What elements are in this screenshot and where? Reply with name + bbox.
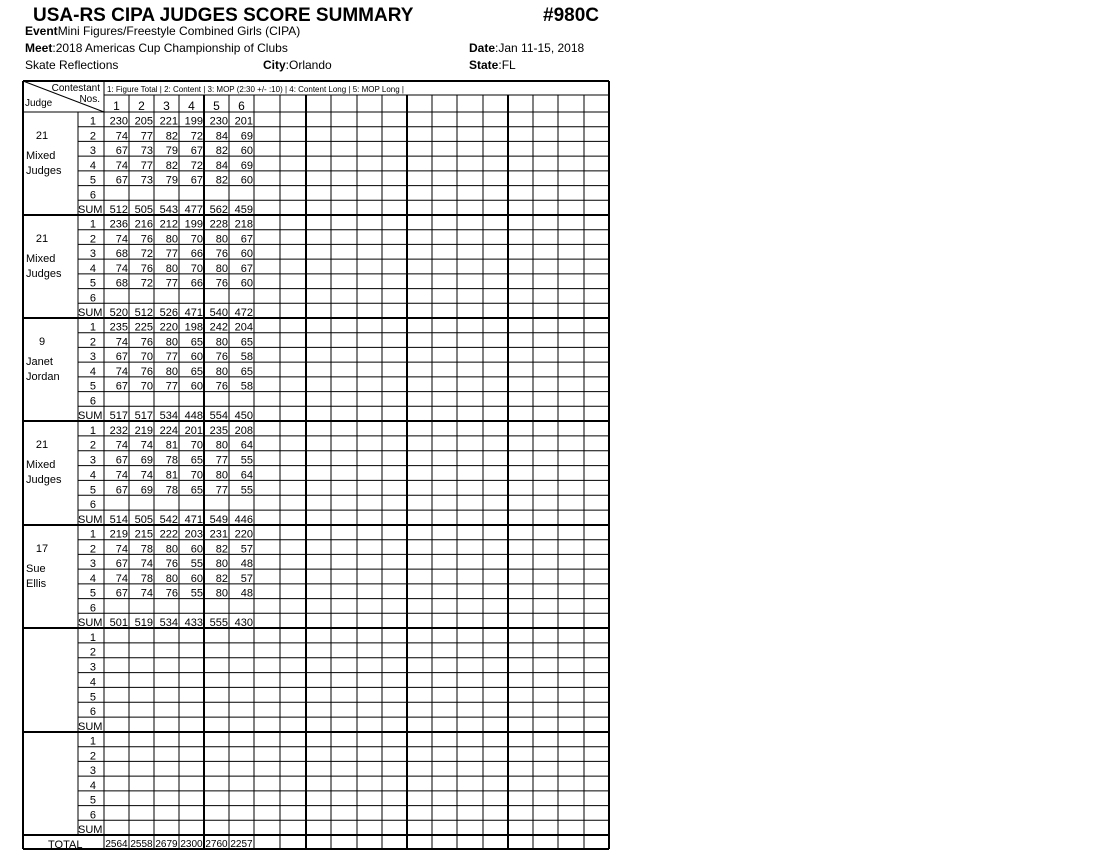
- total-cell: 2679: [155, 839, 178, 850]
- score-cell: 540: [209, 307, 228, 319]
- score-cell: 70: [190, 439, 203, 452]
- score-cell: 82: [215, 174, 228, 187]
- score-cell: 74: [115, 439, 128, 452]
- score-cell: 224: [159, 424, 178, 437]
- score-cell: 68: [115, 277, 128, 290]
- state-label: State: [469, 58, 499, 72]
- total-cell: 2558: [130, 839, 153, 850]
- score-cell: 78: [140, 572, 153, 585]
- row-label-5: 5: [89, 794, 96, 807]
- score-cell: 562: [209, 204, 228, 216]
- row-label-5: 5: [89, 174, 96, 187]
- score-cell: 77: [165, 380, 178, 393]
- score-cell: 64: [240, 439, 253, 452]
- score-cell: 219: [109, 528, 128, 541]
- score-cell: 79: [165, 145, 178, 158]
- score-cell: 82: [165, 130, 178, 143]
- score-cell: 70: [190, 262, 203, 275]
- row-label-4: 4: [89, 779, 96, 792]
- row-label-6: 6: [89, 395, 96, 408]
- nos-label: Nos.: [79, 94, 100, 105]
- score-cell: 72: [190, 130, 203, 143]
- row-label-1: 1: [89, 631, 96, 644]
- score-cell: 60: [190, 351, 203, 364]
- score-cell: 67: [240, 233, 253, 246]
- row-label-2: 2: [89, 543, 96, 556]
- score-cell: 199: [184, 115, 203, 128]
- score-cell: 80: [215, 365, 228, 378]
- judge-name-line1: Sue: [26, 563, 46, 575]
- score-cell: 554: [209, 410, 228, 422]
- score-cell: 84: [215, 159, 228, 172]
- row-label-SUM: SUM: [78, 307, 103, 319]
- score-cell: 203: [184, 528, 203, 541]
- score-cell: 477: [184, 204, 203, 216]
- score-cell: 205: [134, 115, 153, 128]
- score-cell: 519: [134, 617, 153, 629]
- score-cell: 512: [109, 204, 128, 216]
- row-label-3: 3: [89, 248, 96, 261]
- score-cell: 67: [115, 454, 128, 467]
- score-cell: 55: [190, 558, 203, 571]
- score-cell: 60: [190, 380, 203, 393]
- judge-number: 21: [35, 233, 49, 245]
- score-cell: 77: [140, 159, 153, 172]
- score-cell: 542: [159, 514, 178, 526]
- club-name: Skate Reflections: [25, 58, 119, 72]
- row-label-1: 1: [89, 735, 96, 748]
- column-number-5: 5: [213, 99, 220, 113]
- row-label-6: 6: [89, 499, 96, 512]
- date-value: Jan 11-15, 2018: [498, 41, 585, 55]
- score-cell: 67: [115, 484, 128, 497]
- score-cell: 526: [159, 307, 178, 319]
- row-label-3: 3: [89, 145, 96, 158]
- score-cell: 80: [215, 262, 228, 275]
- row-label-3: 3: [89, 765, 96, 778]
- total-cell: 2257: [230, 839, 253, 850]
- score-cell: 450: [234, 410, 253, 422]
- score-cell: 433: [184, 617, 203, 629]
- score-cell: 70: [190, 469, 203, 482]
- row-label-4: 4: [89, 159, 96, 172]
- score-cell: 512: [134, 307, 153, 319]
- score-cell: 60: [190, 572, 203, 585]
- score-cell: 82: [215, 572, 228, 585]
- score-cell: 55: [240, 484, 253, 497]
- total-cell: 2760: [205, 839, 228, 850]
- score-cell: 74: [115, 233, 128, 246]
- row-label-6: 6: [89, 706, 96, 719]
- score-cell: 73: [140, 174, 153, 187]
- score-cell: 231: [209, 528, 228, 541]
- row-label-4: 4: [89, 365, 96, 378]
- score-cell: 555: [209, 617, 228, 629]
- score-cell: 60: [240, 145, 253, 158]
- judge-name-line1: Mixed: [26, 253, 56, 265]
- score-cell: 230: [209, 115, 228, 128]
- score-cell: 78: [165, 484, 178, 497]
- row-label-2: 2: [89, 233, 96, 246]
- score-cell: 60: [190, 543, 203, 556]
- score-cell: 65: [190, 484, 203, 497]
- score-cell: 67: [115, 558, 128, 571]
- score-cell: 505: [134, 514, 153, 526]
- row-label-SUM: SUM: [78, 204, 103, 216]
- row-label-SUM: SUM: [78, 410, 103, 422]
- score-cell: 76: [215, 277, 228, 290]
- row-label-1: 1: [89, 115, 96, 128]
- date-label: Date: [469, 41, 496, 55]
- row-label-1: 1: [89, 424, 96, 437]
- score-cell: 235: [109, 321, 128, 334]
- event-value: Mini Figures/Freestyle Combined Girls (CIPA): [57, 24, 301, 38]
- score-cell: 219: [134, 424, 153, 437]
- score-cell: 57: [240, 572, 253, 585]
- score-cell: 222: [159, 528, 178, 541]
- score-cell: 74: [115, 262, 128, 275]
- row-label-4: 4: [89, 676, 96, 689]
- judge-name-line2: Judges: [26, 474, 62, 486]
- score-cell: 76: [140, 365, 153, 378]
- score-cell: 80: [215, 233, 228, 246]
- meet-line: Meet:2018 Americas Cup Championship of Clubs: [25, 41, 288, 55]
- score-cell: 74: [115, 572, 128, 585]
- score-cell: 74: [140, 469, 153, 482]
- score-cell: 80: [165, 543, 178, 556]
- judge-number: 21: [35, 130, 49, 142]
- score-cell: 60: [240, 174, 253, 187]
- row-label-5: 5: [89, 691, 96, 704]
- judge-label: Judge: [25, 98, 53, 109]
- score-cell: 79: [165, 174, 178, 187]
- score-cell: 58: [240, 351, 253, 364]
- score-cell: 64: [240, 469, 253, 482]
- score-cell: 80: [215, 469, 228, 482]
- row-label-4: 4: [89, 572, 96, 585]
- score-cell: 78: [165, 454, 178, 467]
- state-value: FL: [501, 58, 516, 72]
- row-label-2: 2: [89, 130, 96, 143]
- score-cell: 65: [240, 336, 253, 349]
- score-cell: 74: [140, 439, 153, 452]
- city-line: City:Orlando: [263, 58, 332, 72]
- score-cell: 549: [209, 514, 228, 526]
- score-cell: 81: [165, 469, 178, 482]
- score-cell: 67: [115, 380, 128, 393]
- row-label-2: 2: [89, 336, 96, 349]
- score-cell: 199: [184, 218, 203, 231]
- score-cell: 534: [159, 410, 178, 422]
- row-label-SUM: SUM: [78, 617, 103, 629]
- row-label-6: 6: [89, 809, 96, 822]
- score-cell: 501: [109, 617, 128, 629]
- score-cell: 66: [190, 277, 203, 290]
- score-cell: 67: [240, 262, 253, 275]
- score-cell: 80: [215, 558, 228, 571]
- total-label: TOTAL: [48, 839, 83, 850]
- score-cell: 57: [240, 543, 253, 556]
- judge-number: 21: [35, 439, 49, 451]
- column-number-6: 6: [238, 99, 245, 113]
- score-cell: 81: [165, 439, 178, 452]
- score-cell: 459: [234, 204, 253, 216]
- score-cell: 76: [140, 262, 153, 275]
- row-label-4: 4: [89, 469, 96, 482]
- score-cell: 221: [159, 115, 178, 128]
- score-cell: 73: [140, 145, 153, 158]
- row-label-1: 1: [89, 218, 96, 231]
- score-cell: 72: [190, 159, 203, 172]
- score-cell: 76: [140, 233, 153, 246]
- score-cell: 72: [140, 248, 153, 261]
- score-cell: 80: [215, 336, 228, 349]
- score-cell: 77: [215, 484, 228, 497]
- row-label-6: 6: [89, 292, 96, 305]
- score-cell: 84: [215, 130, 228, 143]
- score-cell: 76: [165, 587, 178, 600]
- row-label-6: 6: [89, 189, 96, 202]
- score-cell: 67: [190, 174, 203, 187]
- score-cell: 69: [240, 130, 253, 143]
- total-cell: 2300: [180, 839, 203, 850]
- judge-name-line2: Judges: [26, 165, 62, 177]
- score-cell: 505: [134, 204, 153, 216]
- row-label-6: 6: [89, 602, 96, 615]
- score-cell: 77: [215, 454, 228, 467]
- score-cell: 69: [240, 159, 253, 172]
- score-cell: 242: [209, 321, 228, 334]
- score-cell: 80: [165, 233, 178, 246]
- score-cell: 472: [234, 307, 253, 319]
- state-line: State:FL: [469, 58, 516, 72]
- judge-name-line1: Mixed: [26, 150, 56, 162]
- score-cell: 204: [234, 321, 253, 334]
- date-line: Date:Jan 11-15, 2018: [469, 41, 585, 55]
- score-cell: 220: [159, 321, 178, 334]
- judge-name-line1: Mixed: [26, 459, 56, 471]
- score-cell: 67: [115, 351, 128, 364]
- score-cell: 80: [165, 262, 178, 275]
- page-title: USA-RS CIPA JUDGES SCORE SUMMARY: [33, 5, 414, 26]
- score-cell: 72: [140, 277, 153, 290]
- score-cell: 77: [165, 351, 178, 364]
- column-number-2: 2: [138, 99, 145, 113]
- score-cell: 67: [115, 587, 128, 600]
- score-cell: 55: [190, 587, 203, 600]
- row-label-SUM: SUM: [78, 824, 103, 836]
- column-number-4: 4: [188, 99, 195, 113]
- score-cell: 70: [140, 351, 153, 364]
- city-value: Orlando: [289, 58, 332, 72]
- score-cell: 65: [190, 454, 203, 467]
- score-cell: 76: [215, 380, 228, 393]
- row-label-5: 5: [89, 380, 96, 393]
- row-label-5: 5: [89, 587, 96, 600]
- score-cell: 65: [190, 336, 203, 349]
- score-cell: 82: [165, 159, 178, 172]
- row-label-SUM: SUM: [78, 514, 103, 526]
- score-cell: 74: [115, 336, 128, 349]
- score-cell: 514: [109, 514, 128, 526]
- score-cell: 48: [240, 587, 253, 600]
- score-cell: 48: [240, 558, 253, 571]
- score-cell: 220: [234, 528, 253, 541]
- score-cell: 80: [165, 365, 178, 378]
- score-cell: 68: [115, 248, 128, 261]
- score-cell: 446: [234, 514, 253, 526]
- score-cell: 58: [240, 380, 253, 393]
- row-label-3: 3: [89, 454, 96, 467]
- score-cell: 215: [134, 528, 153, 541]
- score-cell: 82: [215, 145, 228, 158]
- score-cell: 67: [190, 145, 203, 158]
- form-number: #980C: [543, 5, 599, 26]
- score-cell: 471: [184, 307, 203, 319]
- score-cell: 517: [109, 410, 128, 422]
- contestant-label: Contestant: [51, 83, 100, 94]
- score-cell: 55: [240, 454, 253, 467]
- score-cell: 235: [209, 424, 228, 437]
- score-cell: 208: [234, 424, 253, 437]
- score-cell: 65: [240, 365, 253, 378]
- score-cell: 74: [115, 543, 128, 556]
- score-cell: 66: [190, 248, 203, 261]
- meet-value: 2018 Americas Cup Championship of Clubs: [55, 41, 288, 55]
- judge-number: 9: [38, 336, 46, 348]
- score-cell: 228: [209, 218, 228, 231]
- score-cell: 543: [159, 204, 178, 216]
- score-cell: 82: [215, 543, 228, 556]
- score-cell: 77: [165, 277, 178, 290]
- score-cell: 212: [159, 218, 178, 231]
- score-cell: 76: [165, 558, 178, 571]
- row-label-2: 2: [89, 439, 96, 452]
- score-cell: 517: [134, 410, 153, 422]
- score-cell: 201: [234, 115, 253, 128]
- score-cell: 70: [140, 380, 153, 393]
- row-label-4: 4: [89, 262, 96, 275]
- score-cell: 232: [109, 424, 128, 437]
- judge-name-line2: Judges: [26, 268, 62, 280]
- score-cell: 74: [115, 159, 128, 172]
- score-cell: 76: [215, 248, 228, 261]
- score-cell: 74: [115, 365, 128, 378]
- score-cell: 77: [140, 130, 153, 143]
- score-cell: 76: [140, 336, 153, 349]
- score-cell: 76: [215, 351, 228, 364]
- score-cell: 74: [140, 587, 153, 600]
- column-number-1: 1: [113, 99, 120, 113]
- row-label-5: 5: [89, 484, 96, 497]
- score-cell: 216: [134, 218, 153, 231]
- row-label-1: 1: [89, 528, 96, 541]
- row-label-3: 3: [89, 558, 96, 571]
- score-cell: 67: [115, 174, 128, 187]
- row-label-SUM: SUM: [78, 721, 103, 733]
- city-label: City: [263, 58, 286, 72]
- score-cell: 430: [234, 617, 253, 629]
- judge-name-line2: Ellis: [26, 578, 47, 590]
- score-cell: 80: [215, 439, 228, 452]
- score-cell: 69: [140, 484, 153, 497]
- score-cell: 448: [184, 410, 203, 422]
- score-cell: 230: [109, 115, 128, 128]
- score-cell: 236: [109, 218, 128, 231]
- score-cell: 60: [240, 248, 253, 261]
- score-cell: 74: [140, 558, 153, 571]
- score-cell: 520: [109, 307, 128, 319]
- row-label-2: 2: [89, 750, 96, 763]
- score-cell: 65: [190, 365, 203, 378]
- score-cell: 80: [215, 587, 228, 600]
- judge-number: 17: [35, 543, 49, 555]
- score-cell: 69: [140, 454, 153, 467]
- judge-name-line1: Janet: [26, 356, 53, 368]
- score-cell: 534: [159, 617, 178, 629]
- row-label-5: 5: [89, 277, 96, 290]
- score-cell: 60: [240, 277, 253, 290]
- score-cell: 74: [115, 130, 128, 143]
- score-cell: 77: [165, 248, 178, 261]
- row-label-1: 1: [89, 321, 96, 334]
- column-number-3: 3: [163, 99, 170, 113]
- score-cell: 80: [165, 572, 178, 585]
- column-legend: 1: Figure Total | 2: Content | 3: MOP (2:30 +/- :10) | 4: Content Long | 5: MOP Long |: [107, 85, 404, 94]
- score-cell: 225: [134, 321, 153, 334]
- total-cell: 2564: [105, 839, 128, 850]
- score-cell: 67: [115, 145, 128, 158]
- score-cell: 74: [115, 469, 128, 482]
- score-cell: 198: [184, 321, 203, 334]
- event-label: Event: [25, 24, 58, 38]
- meet-label: Meet: [25, 41, 53, 55]
- judge-name-line2: Jordan: [26, 371, 60, 383]
- score-cell: 201: [184, 424, 203, 437]
- score-cell: 218: [234, 218, 253, 231]
- row-label-3: 3: [89, 661, 96, 674]
- score-cell: 471: [184, 514, 203, 526]
- row-label-2: 2: [89, 646, 96, 659]
- score-cell: 78: [140, 543, 153, 556]
- score-cell: 80: [165, 336, 178, 349]
- row-label-3: 3: [89, 351, 96, 364]
- score-cell: 70: [190, 233, 203, 246]
